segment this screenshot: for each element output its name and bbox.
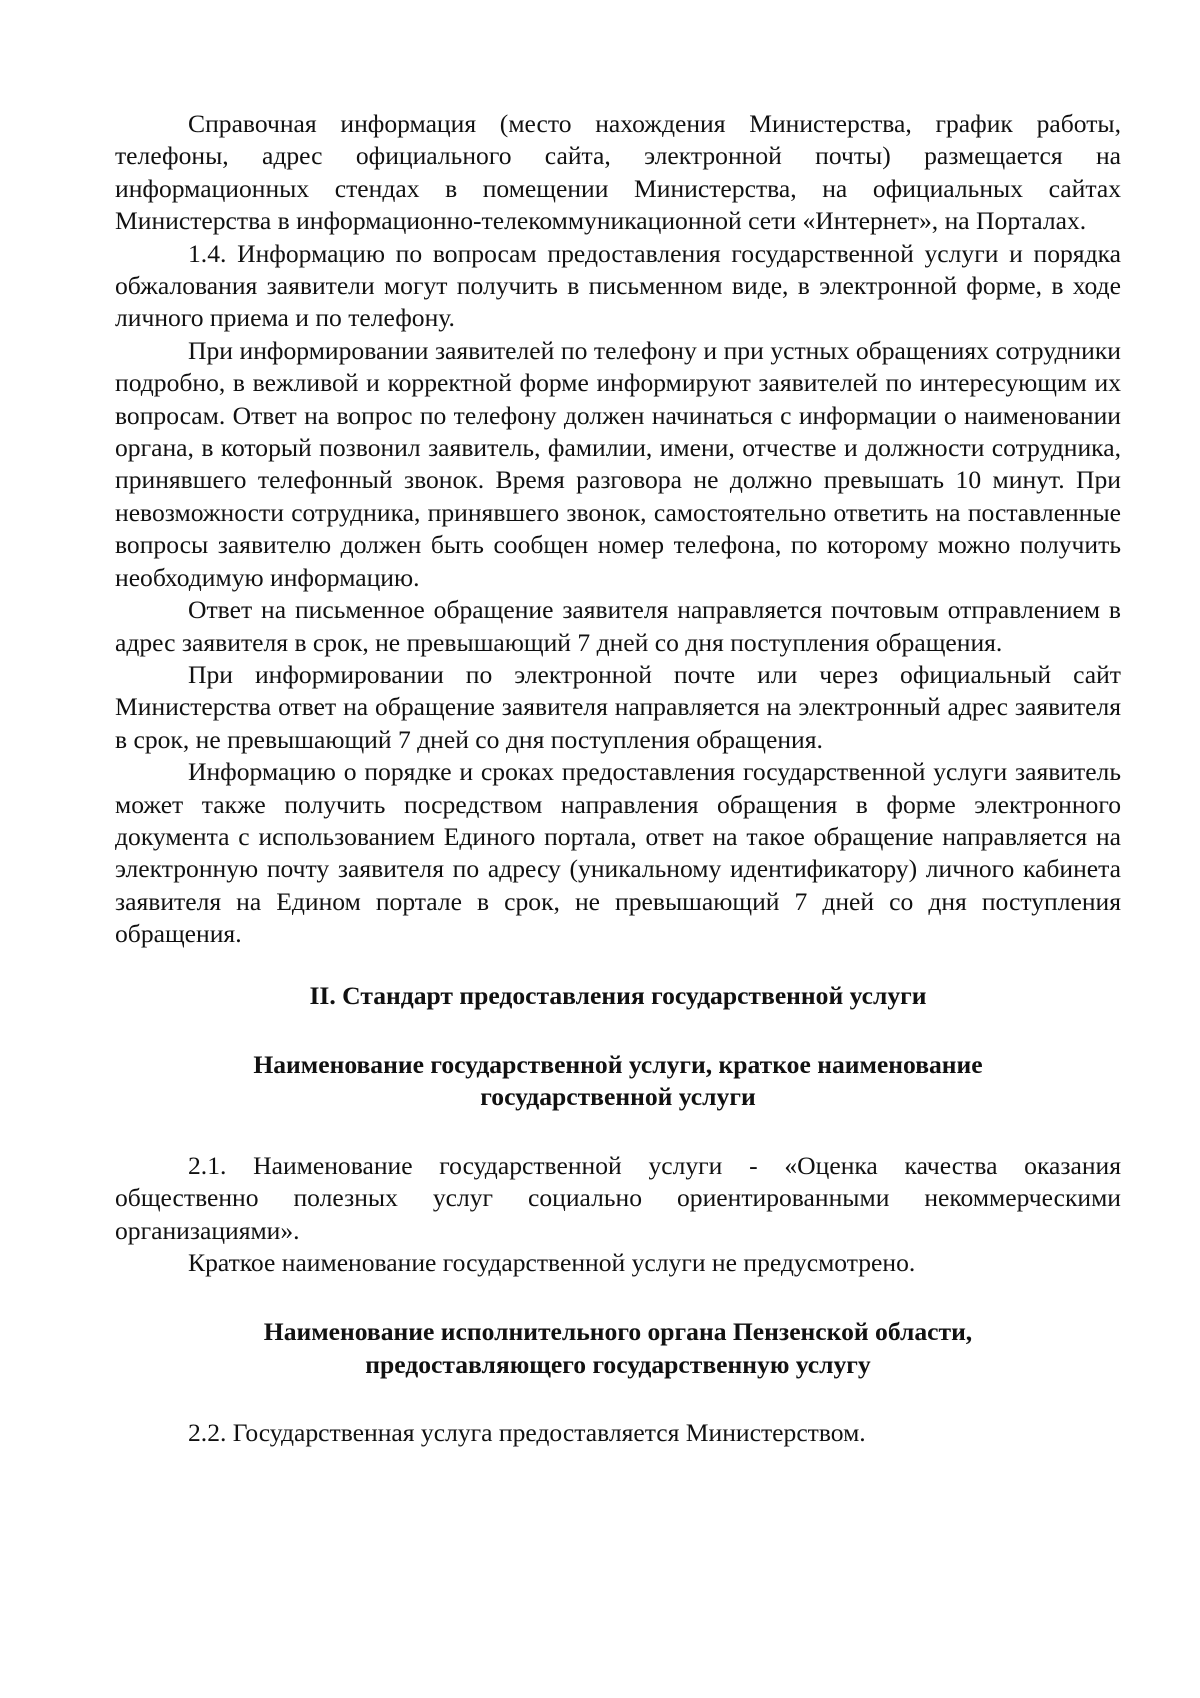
paragraph-short-name: Краткое наименование государственной услуги не предусмотрено.	[188, 1248, 916, 1277]
paragraph-email-reply: При информировании по электронной почте или через официальный сайт Министерства ответ на обращение заявителя направляется на электронный адрес заявителя в срок, не превышающий 7 дней со дня поступления обращения.	[115, 659, 1121, 754]
paragraph-reference-info: Справочная информация (место нахождения Министерства, график работы, телефоны, адрес официального сайта, электронной почты) размещается на информационных стендах в помещении Министерства, на официальных сайтах Министерства в информационно-телекоммуникационной сети «Интернет», на Порталах.	[115, 109, 1121, 236]
subsection-title-line: государственной услуги	[480, 1082, 756, 1112]
paragraph-2-1: 2.1. Наименование государственной услуги - «Оценка качества оказания общественно полезных услуг социально ориентированными некоммерческими организациями».	[115, 1150, 1121, 1245]
paragraph-2-2: 2.2. Государственная услуга предоставляется Министерством.	[188, 1418, 866, 1448]
subsection-title-line: Наименование исполнительного органа Пензенской области,	[263, 1317, 973, 1347]
paragraph-1-4: 1.4. Информацию по вопросам предоставления государственной услуги и порядка обжалования заявители могут получить в письменном виде, в электронной форме, в ходе личного приема и по телефону.	[115, 238, 1121, 333]
paragraph-written-reply: Ответ на письменное обращение заявителя направляется почтовым отправлением в адрес заявителя в срок, не превышающий 7 дней со дня поступления обращения.	[115, 595, 1121, 657]
paragraph-phone-info: При информировании заявителей по телефону и при устных обращениях сотрудники подробно, в вежливой и корректной форме информируют заявителей по интересующим их вопросам. Ответ на вопрос по телефону должен начинаться с информации о наименовании органа, в который позвонил заявитель, фамилии, имени, отчестве и должности сотрудника, принявшего телефонный звонок. Время разговора не должно превышать 10 минут. При невозможности сотрудника, принявшего звонок, самостоятельно ответить на поставленные вопросы заявителю должен быть сообщен номер телефона, по которому можно получить необходимую информацию.	[115, 335, 1121, 592]
subsection-title-authority	[115, 1316, 1121, 1381]
subsection-title-line: Наименование государственной услуги, краткое наименование	[253, 1049, 983, 1079]
subsection-title-line: предоставляющего государственную услугу	[365, 1349, 871, 1379]
paragraph-unified-portal: Информацию о порядке и сроках предоставления государственной услуги заявитель может также получить посредством направления обращения в форме электронного документа с использованием Единого портала, ответ на такое обращение направляется на электронную почту заявителя по адресу (уникальному идентификатору) личного кабинета заявителя на Едином портале в срок, не превышающий 7 дней со дня поступления обращения.	[115, 757, 1121, 949]
document-page	[115, 108, 1121, 1450]
section-title: II. Стандарт предоставления государственной услуги	[309, 980, 927, 1010]
subsection-title-service-name	[115, 1049, 1121, 1114]
